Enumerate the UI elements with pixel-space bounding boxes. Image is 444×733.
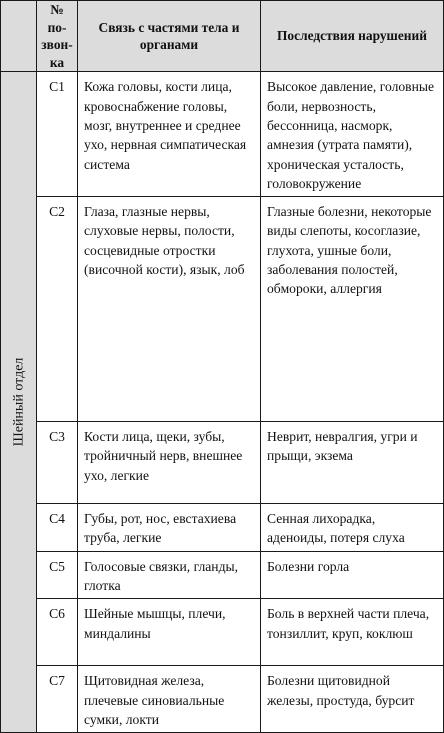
header-row xyxy=(1,1,444,72)
connection-cell: Щитовидная железа, плечевые синовиальные сумки, локти xyxy=(78,666,261,733)
connection-cell: Кожа головы, кости лица, кровоснабжение головы, мозг, внутреннее и среднее ухо, нервная симпатическая система xyxy=(78,72,261,197)
header-vertebra-number-line: ка xyxy=(49,54,65,70)
consequences-cell: Сенная лихорадка, аденоиды, потеря слуха xyxy=(261,504,444,552)
section-cell xyxy=(1,72,37,733)
consequences-cell: Неврит, невралгия, угри и прыщи, экзема xyxy=(261,422,444,504)
vertebra-cell: C6 xyxy=(37,599,78,666)
vertebra-cell: C5 xyxy=(37,551,78,599)
header-vertebra-number-line: по- xyxy=(47,19,67,35)
vertebra-cell: C7 xyxy=(37,666,78,733)
connection-cell: Голосовые связки, гланды, глотка xyxy=(78,551,261,599)
section-label: Шейный отдел xyxy=(10,357,26,447)
table-row xyxy=(1,551,444,599)
table-row xyxy=(1,504,444,552)
header-consequences: Последствия нарушений xyxy=(261,1,444,72)
header-vertebra-number-line: звон- xyxy=(41,37,73,53)
header-connection: Связь с частями тела и органами xyxy=(78,1,261,72)
table-row xyxy=(1,72,444,197)
connection-cell: Шейные мышцы, плечи, миндалины xyxy=(78,599,261,666)
connection-cell: Губы, рот, нос, евстахиева труба, легкие xyxy=(78,504,261,552)
table-row xyxy=(1,666,444,733)
vertebra-cell: C4 xyxy=(37,504,78,552)
table-row xyxy=(1,599,444,666)
vertebra-cell: C2 xyxy=(37,197,78,422)
consequences-cell: Высокое давление, головные боли, нервозность, бессонница, насморк, амнезия (утрата памяти), хроническая усталость, головокружение xyxy=(261,72,444,197)
header-vertebra-number xyxy=(37,1,78,72)
header-corner xyxy=(1,1,37,72)
vertebra-cell: C1 xyxy=(37,72,78,197)
connection-cell: Глаза, глазные нервы, слуховые нервы, полости, сосцевидные отростки (височной кости), язык, лоб xyxy=(78,197,261,422)
connection-cell: Кости лица, щеки, зубы, тройничный нерв, внешнее ухо, легкие xyxy=(78,422,261,504)
consequences-cell: Болезни щитовидной железы, простуда, бурсит xyxy=(261,666,444,733)
consequences-cell: Глазные болезни, некоторые виды слепоты, косоглазие, глухота, ушные боли, заболевания полостей, обмороки, аллергия xyxy=(261,197,444,422)
consequences-cell: Боль в верхней части плеча, тонзиллит, круп, коклюш xyxy=(261,599,444,666)
header-vertebra-number-line: № xyxy=(50,2,64,17)
table-row xyxy=(1,422,444,504)
consequences-cell: Болезни горла xyxy=(261,551,444,599)
table-row xyxy=(1,197,444,422)
vertebra-cell: C3 xyxy=(37,422,78,504)
